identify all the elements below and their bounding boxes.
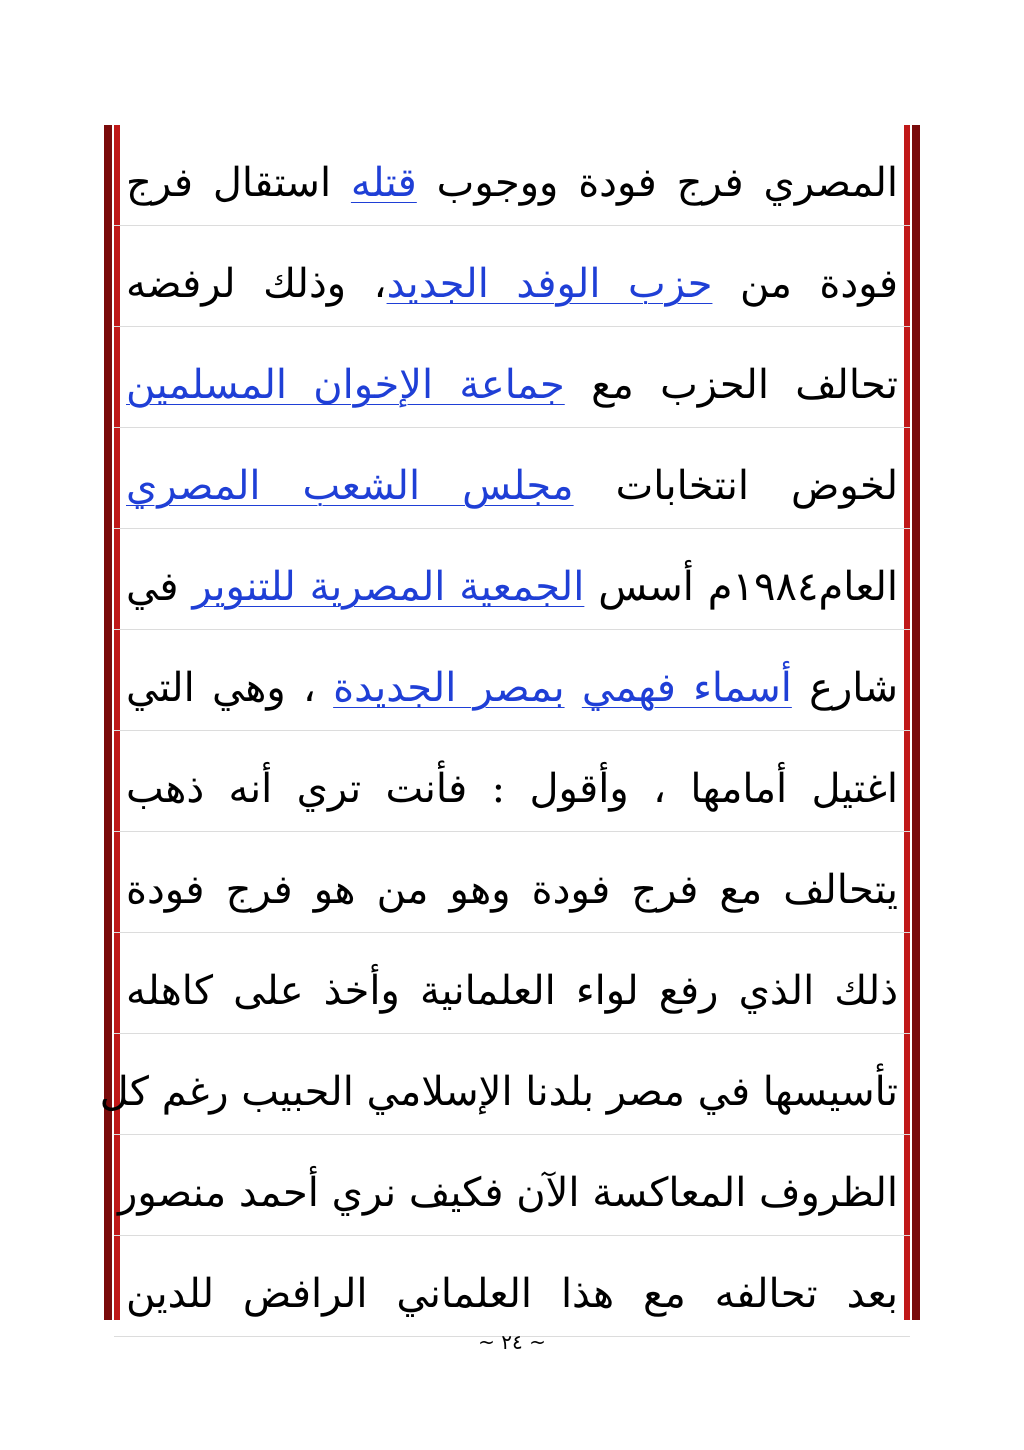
line-text: فودة من حزب الوفد الجديد، وذلك لرفضه (126, 261, 898, 307)
line-text: يتحالف مع فرج فودة وهو من هو فرج فودة (126, 867, 898, 913)
text-line (114, 226, 910, 327)
text-line (114, 428, 910, 529)
text-line (114, 832, 910, 933)
text-line (114, 529, 910, 630)
line-text: العام١٩٨٤م أسس الجمعية المصرية للتنوير في (126, 564, 898, 610)
page-number: ~ ٢٤ ~ (478, 1330, 546, 1354)
line-text: الظروف المعاكسة الآن فكيف نري أحمد منصور (118, 1170, 898, 1216)
line-text: اغتيل أمامها ، وأقول : فأنت تري أنه ذهب (126, 766, 898, 812)
link-text[interactable]: مجلس الشعب المصري (126, 463, 574, 509)
text-line (114, 1135, 910, 1236)
line-text: تحالف الحزب مع جماعة الإخوان المسلمين (126, 362, 898, 408)
line-text: بعد تحالفه مع هذا العلماني الرافض للدين (126, 1271, 898, 1317)
line-text: شارع أسماء فهمي بمصر الجديدة ، وهي التي (126, 665, 898, 711)
link-text[interactable]: بمصر الجديدة (333, 665, 565, 711)
link-text[interactable]: قتله (350, 160, 417, 206)
link-text[interactable]: جماعة الإخوان المسلمين (126, 362, 565, 408)
text-lines (99, 125, 910, 1320)
link-text[interactable]: الجمعية المصرية للتنوير (192, 564, 585, 610)
line-text: ذلك الذي رفع لواء العلمانية وأخذ على كاهله (126, 968, 898, 1014)
text-line (114, 327, 910, 428)
text-line (114, 731, 910, 832)
text-line (114, 933, 910, 1034)
text-line (114, 125, 910, 226)
line-text: تأسيسها في مصر بلدنا الإسلامي الحبيب رغم كل (99, 1069, 898, 1115)
line-text: لخوض انتخابات مجلس الشعب المصري (126, 463, 899, 509)
link-text[interactable]: أسماء فهمي (581, 665, 792, 711)
link-text[interactable]: حزب الوفد الجديد (386, 261, 713, 307)
line-text: المصري فرج فودة ووجوب قتله استقال فرج (126, 160, 898, 206)
page-frame (99, 125, 920, 1320)
text-line (99, 1034, 910, 1135)
text-line (114, 1236, 910, 1337)
text-line (114, 630, 910, 731)
